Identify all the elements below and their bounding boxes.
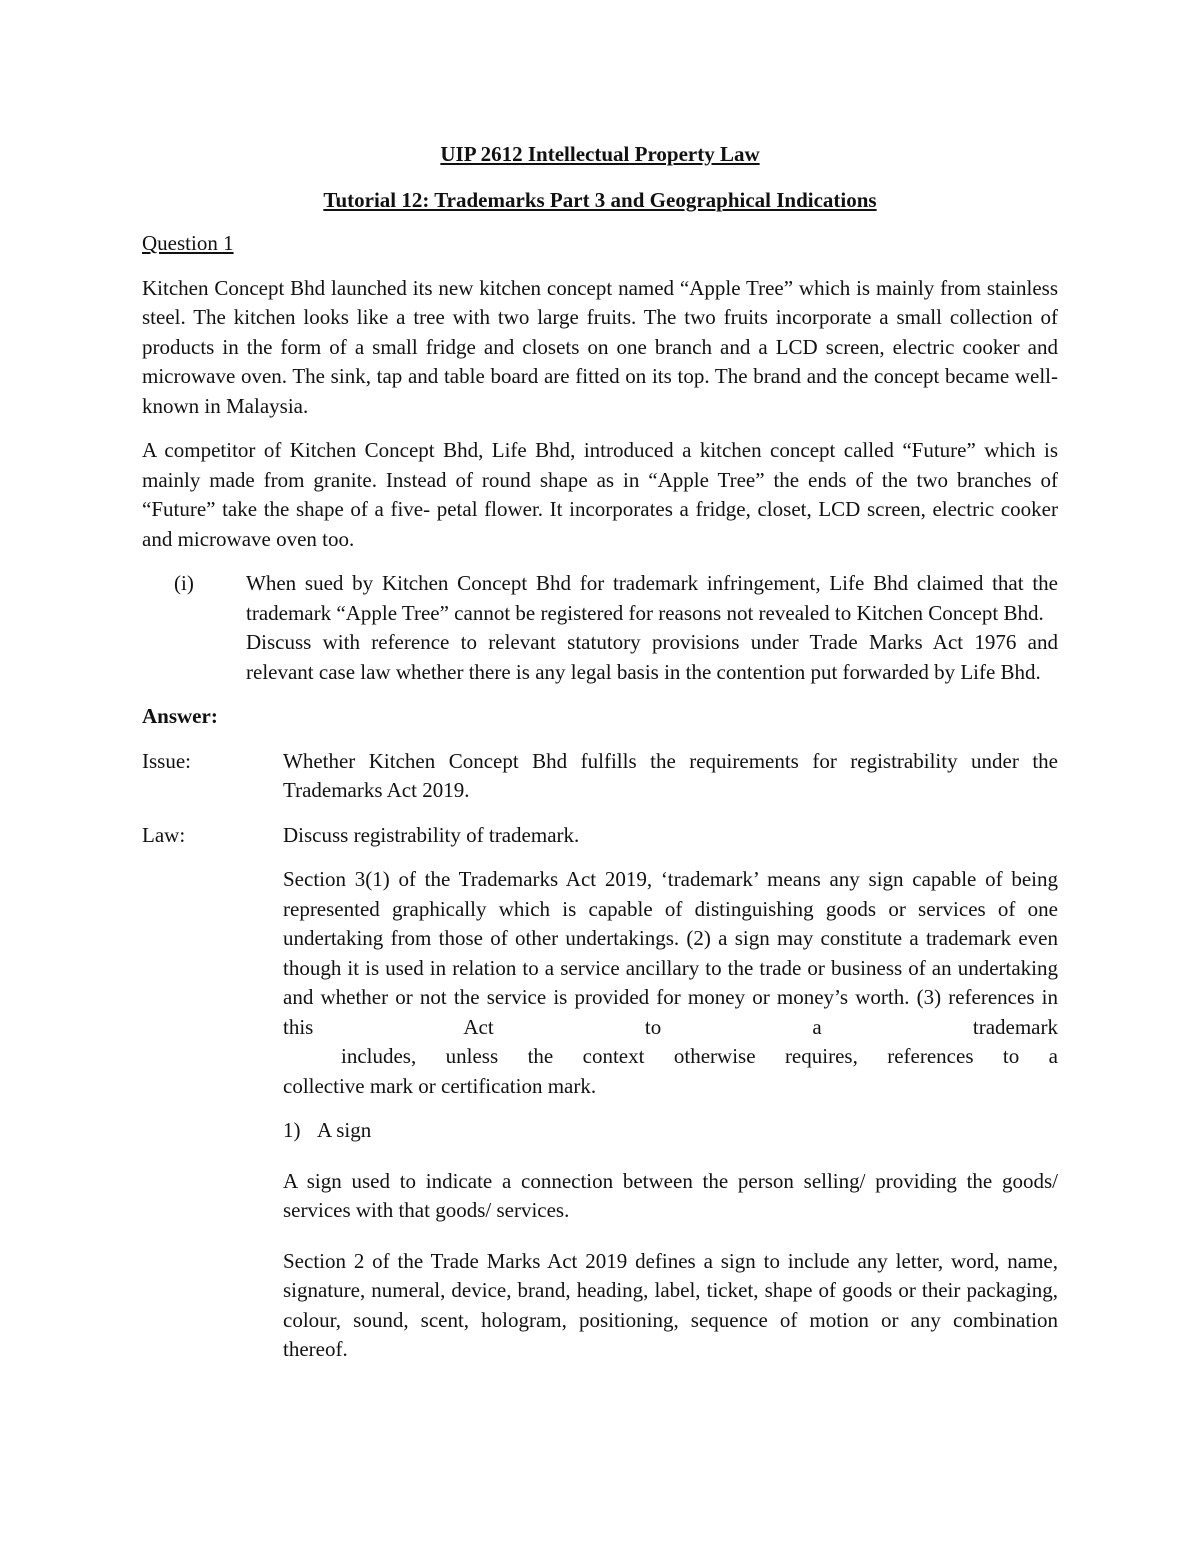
section-3-main: Section 3(1) of the Trademarks Act 2019, ‘trademark’ means any sign capable of being represented graphically which is capable of distinguishing goods or services of one undertaking from those of other undertakings. (2) a sign may constitute a trademark even though it is used in relation to a service ancillary to the trade or business of an undertaking and whether or not the service is provided for money or money’s worth. (3) references in this Act to a trademark: [283, 867, 1058, 1039]
sub-question-i: [142, 569, 1058, 687]
section-2-paragraph: Section 2 of the Trade Marks Act 2019 defines a sign to include any letter, word, name, signature, numeral, device, brand, heading, label, ticket, shape of goods or their packaging, colour, sound, scent, hologram, positioning, sequence of motion or any combination thereof.: [283, 1248, 1058, 1361]
law-label: Law:: [142, 822, 186, 847]
section-3-gap-line: includes, unless the context otherwise requires, references to a: [341, 1044, 1058, 1068]
answer-heading: Answer:: [142, 704, 218, 728]
document-page: [142, 140, 1058, 1380]
tutorial-title: Tutorial 12: Trademarks Part 3 and Geographical Indications: [323, 187, 877, 212]
list-item-sign: [283, 1116, 1058, 1146]
sub-question-text-2: Discuss with reference to relevant statutory provisions under Trade Marks Act 1976 and relevant case law whether there is any legal basis in the contention put forwarded by Life Bhd.: [246, 630, 1058, 684]
course-title: UIP 2612 Intellectual Property Law: [440, 142, 760, 166]
sub-question-body: [246, 569, 1058, 687]
section-3-end: collective mark or certification mark.: [283, 1073, 597, 1098]
list-item-number: 1): [283, 1118, 301, 1142]
sub-question-number: (i): [174, 571, 194, 595]
law-text: Discuss registrability of trademark.: [283, 822, 580, 847]
section-3-paragraph: [283, 865, 1058, 1101]
issue-row: [142, 747, 1058, 806]
sign-paragraph: A sign used to indicate a connection between the person selling/ providing the goods/ services with that goods/ services.: [283, 1168, 1058, 1222]
issue-label: Issue:: [142, 748, 191, 773]
list-item-heading: A sign: [317, 1118, 372, 1142]
sub-question-text-1: When sued by Kitchen Concept Bhd for trademark infringement, Life Bhd claimed that the trademark “Apple Tree” cannot be registered for reasons not revealed to Kitchen Concept Bhd.: [246, 571, 1058, 625]
law-row: [142, 821, 1058, 851]
issue-text: Whether Kitchen Concept Bhd fulfills the requirements for registrability under the Trademarks Act 2019.: [283, 748, 1058, 802]
question-paragraph-1: Kitchen Concept Bhd launched its new kitchen concept named “Apple Tree” which is mainly from stainless steel. The kitchen looks like a tree with two large fruits. The two fruits incorporate a small collection of products in the form of a small fridge and closets on one branch and a LCD screen, electric cooker and microwave oven. The sink, tap and table board are fitted on its top. The brand and the concept became well-known in Malaysia.: [142, 275, 1058, 418]
question-paragraph-2: A competitor of Kitchen Concept Bhd, Life Bhd, introduced a kitchen concept called “Future” which is mainly made from granite. Instead of round shape as in “Apple Tree” the ends of the two branches of “Future” take the shape of a five- petal flower. It incorporates a fridge, closet, LCD screen, electric cooker and microwave oven too.: [142, 438, 1058, 551]
question-heading: Question 1: [142, 231, 234, 255]
